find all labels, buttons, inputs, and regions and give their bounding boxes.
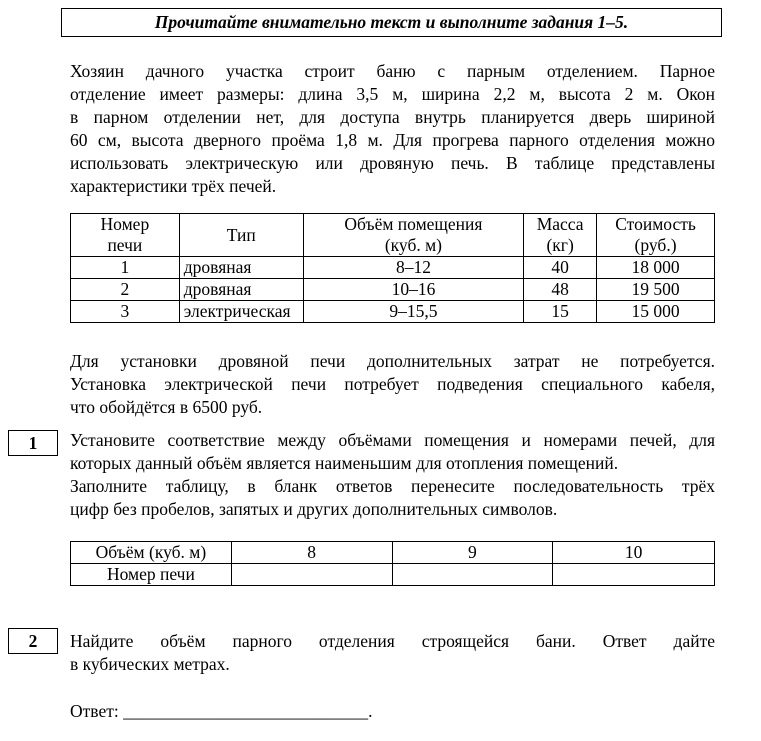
text-line: в парном отделении нет, для доступа внутрь планируется дверь шириной — [70, 107, 715, 127]
header-type: Тип — [179, 214, 303, 257]
cell: 10 — [553, 542, 715, 564]
text-line: отделение имеет размеры: длина 3,5 м, ширина 2,2 м, высота 2 м. Окон — [70, 84, 715, 104]
cell: 1 — [71, 257, 180, 279]
text-line: Для установки дровяной печи дополнительных затрат не потребуется. — [70, 351, 715, 371]
answer-cell[interactable] — [553, 564, 715, 586]
header-volume: Объём помещения (куб. м) — [303, 214, 523, 257]
text-line: 60 см, высота дверного проёма 1,8 м. Для прогрева парного отделения можно — [70, 130, 715, 150]
table-row — [71, 301, 715, 323]
task-2-text — [70, 630, 715, 676]
answer-line — [70, 700, 372, 723]
cell: 3 — [71, 301, 180, 323]
table-row — [71, 279, 715, 301]
cell: 18 000 — [597, 257, 715, 279]
cell: 2 — [71, 279, 180, 301]
answer-cell[interactable] — [392, 564, 553, 586]
cell: 48 — [524, 279, 597, 301]
intro-paragraph — [70, 60, 715, 198]
cell: 19 500 — [597, 279, 715, 301]
cell: 15 000 — [597, 301, 715, 323]
stove-number-row — [71, 564, 715, 586]
cell: 15 — [524, 301, 597, 323]
volume-row — [71, 542, 715, 564]
text-line: цифр без пробелов, запятых и других дополнительных символов. — [70, 499, 558, 519]
cell: 9–15,5 — [303, 301, 523, 323]
answer-cell[interactable] — [231, 564, 392, 586]
task-2-number: 2 — [8, 628, 58, 654]
header-number: Номер печи — [71, 214, 180, 257]
cell: 40 — [524, 257, 597, 279]
cell: дровяная — [179, 257, 303, 279]
text-line: использовать электрическую или дровяную печь. В таблице представлены — [70, 153, 715, 173]
text-line: что обойдётся в 6500 руб. — [70, 397, 263, 417]
task-1-number: 1 — [8, 430, 58, 456]
stoves-table — [70, 213, 715, 323]
answer-table — [70, 541, 715, 586]
cell: 8 — [231, 542, 392, 564]
cell: 10–16 — [303, 279, 523, 301]
text-line: в кубических метрах. — [70, 654, 230, 674]
header-cost: Стоимость (руб.) — [597, 214, 715, 257]
cell: Объём (куб. м) — [71, 542, 232, 564]
instructions-header: Прочитайте внимательно текст и выполните задания 1–5. — [61, 8, 722, 37]
answer-blank[interactable]: ____________________________. — [123, 701, 373, 721]
header-mass: Масса (кг) — [524, 214, 597, 257]
cell: 8–12 — [303, 257, 523, 279]
cell: Номер печи — [71, 564, 232, 586]
text-line: которых данный объём является наименьшим для отопления помещений. — [70, 453, 619, 473]
text-line: Заполните таблицу, в бланк ответов перенесите последовательность трёх — [70, 476, 715, 496]
text-line: характеристики трёх печей. — [70, 176, 277, 196]
table-header-row — [71, 214, 715, 257]
answer-label: Ответ: — [70, 701, 119, 721]
cell: электрическая — [179, 301, 303, 323]
text-line: Найдите объём парного отделения строящейся бани. Ответ дайте — [70, 631, 715, 651]
note-paragraph — [70, 350, 715, 419]
cell: дровяная — [179, 279, 303, 301]
text-line: Установите соответствие между объёмами помещения и номерами печей, для — [70, 430, 715, 450]
text-line: Установка электрической печи потребует подведения специального кабеля, — [70, 374, 715, 394]
text-line: Хозяин дачного участка строит баню с парным отделением. Парное — [70, 61, 715, 81]
task-1-text — [70, 429, 715, 521]
cell: 9 — [392, 542, 553, 564]
table-row — [71, 257, 715, 279]
